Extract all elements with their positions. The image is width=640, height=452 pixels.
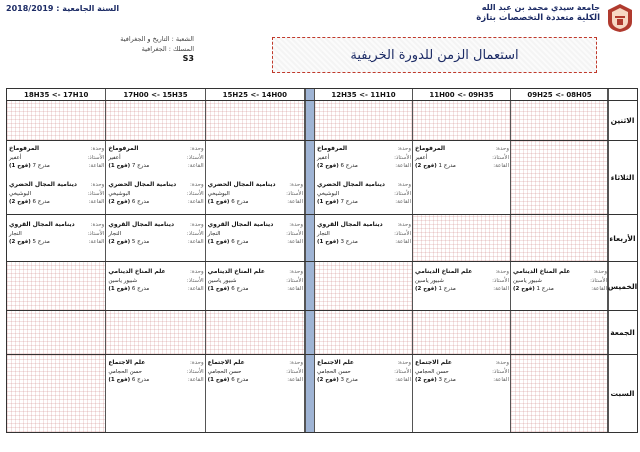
- room-label: القاعة:: [395, 199, 411, 205]
- timetable-cell: [7, 355, 106, 432]
- unit-label: وحدة:: [189, 360, 204, 366]
- room-label: القاعة:: [395, 239, 411, 245]
- module-name: علم الاجتماع: [108, 359, 146, 366]
- group-name: (فوج 2): [317, 163, 339, 169]
- prof-name: شبيور ياسين: [415, 277, 444, 284]
- session-block[interactable]: [415, 268, 509, 294]
- day-header-corner: [607, 89, 637, 100]
- group-name: (فوج 1): [108, 163, 131, 169]
- group-name: (فوج 2): [9, 199, 31, 205]
- prof-label: الأستاذ:: [394, 190, 411, 197]
- room-name: مدرج 1: [438, 163, 456, 169]
- room-name: مدرج 5: [32, 239, 50, 245]
- unit-label: وحدة:: [90, 222, 105, 228]
- time-header-row: [7, 89, 637, 101]
- room-value: [208, 285, 249, 294]
- day-row-mon: [7, 101, 637, 141]
- room-name: مدرج 6: [131, 286, 150, 292]
- session-block[interactable]: [317, 221, 411, 247]
- session-block[interactable]: [415, 145, 509, 171]
- prof-name: النجار: [317, 230, 330, 237]
- timetable-cell: [511, 141, 609, 214]
- timetable-cell: [206, 101, 305, 140]
- room-value: [415, 376, 456, 385]
- day-row-fri: [7, 311, 637, 355]
- page-title: استعمال الزمن للدورة الخريفية: [272, 37, 597, 73]
- room-label: القاعة:: [187, 377, 204, 383]
- session-block[interactable]: [208, 268, 303, 294]
- prof-name: النجار: [9, 230, 22, 237]
- room-name: مدرج 6: [231, 239, 249, 245]
- session-block[interactable]: [9, 221, 104, 247]
- group-name: (فوج 2): [317, 377, 339, 383]
- unit-label: وحدة:: [289, 269, 303, 275]
- group-name: (فوج 1): [207, 286, 230, 292]
- module-name: دينامية المجال الحضري: [108, 181, 177, 188]
- room-name: مدرج 7: [340, 199, 358, 205]
- prof-label: الأستاذ:: [186, 277, 204, 284]
- module-name: دينامية المجال القروي: [9, 221, 75, 228]
- prof-label: الأستاذ:: [590, 277, 607, 284]
- module-name: المرفوماخ: [317, 145, 348, 152]
- module-name: دينامية المجال الحضري: [9, 181, 77, 188]
- unit-label: وحدة:: [189, 269, 204, 275]
- prof-name: شبيور ياسين: [207, 277, 237, 284]
- unit-label: وحدة:: [189, 222, 204, 228]
- prof-label: الأستاذ:: [186, 154, 204, 161]
- prof-label: الأستاذ:: [87, 154, 105, 161]
- room-value: [9, 198, 50, 207]
- timetable-cell: [511, 215, 609, 261]
- prof-label: الأستاذ:: [186, 368, 204, 375]
- timetable-cell: [7, 262, 106, 310]
- session-block[interactable]: [513, 268, 607, 294]
- group-name: (فوج 1): [207, 377, 230, 383]
- timetable-cell: [7, 101, 106, 140]
- lunch-separator: [305, 215, 315, 261]
- unit-label: وحدة:: [397, 182, 411, 188]
- university-logo: [604, 2, 636, 34]
- timetable-cell: [106, 311, 205, 354]
- module-name: المرفوماخ: [108, 145, 139, 152]
- prof-name: البوشيخي: [317, 190, 340, 197]
- group-name: (فوج 2): [415, 377, 437, 383]
- time-slot-header: 12H35 <- 11H10: [315, 89, 413, 100]
- prof-name: البوشيخي: [207, 190, 230, 197]
- room-name: مدرج 6: [231, 377, 249, 383]
- room-label: القاعة:: [88, 163, 105, 169]
- room-label: القاعة:: [395, 377, 411, 383]
- branch-label: الشعبة : التاريخ و الجغرافية: [120, 35, 194, 43]
- room-label: القاعة:: [493, 286, 509, 292]
- room-value: [208, 376, 249, 385]
- session-block[interactable]: [108, 359, 203, 385]
- room-name: مدرج 5: [131, 239, 150, 245]
- unit-label: وحدة:: [495, 146, 509, 152]
- module-name: علم المناخ الدينامي: [415, 268, 473, 275]
- module-name: دينامية المجال الحضري: [317, 181, 385, 188]
- time-slot-header: 11H00 <- 09H35: [413, 89, 511, 100]
- module-name: علم الاجتماع: [207, 359, 245, 366]
- group-name: (فوج 1): [317, 239, 339, 245]
- room-name: مدرج 7: [131, 163, 150, 169]
- room-name: مدرج 3: [340, 377, 358, 383]
- program-meta: [112, 34, 194, 64]
- module-name: علم الاجتماع: [415, 359, 453, 366]
- prof-name: النجار: [108, 230, 122, 237]
- room-value: [108, 285, 149, 294]
- day-label: الخميس: [607, 262, 637, 310]
- group-name: (فوج 2): [513, 286, 535, 292]
- module-name: دينامية المجال القروي: [207, 221, 274, 228]
- unit-label: وحدة:: [90, 182, 105, 188]
- room-value: [108, 162, 149, 171]
- room-name: مدرج 6: [340, 163, 358, 169]
- session-block[interactable]: [317, 145, 411, 171]
- prof-name: حسن الحجامي: [415, 368, 449, 375]
- lunch-separator: [305, 355, 315, 432]
- room-label: القاعة:: [591, 286, 607, 292]
- module-name: دينامية المجال القروي: [108, 221, 175, 228]
- session-block[interactable]: [317, 359, 411, 385]
- day-row-sat: [7, 355, 637, 433]
- unit-label: وحدة:: [397, 222, 411, 228]
- day-label: الجمعة: [607, 311, 637, 354]
- prof-label: الأستاذ:: [492, 277, 509, 284]
- prof-name: البوشيخي: [108, 190, 131, 197]
- unit-label: وحدة:: [189, 146, 204, 152]
- prof-label: الأستاذ:: [492, 368, 509, 375]
- unit-label: وحدة:: [495, 360, 509, 366]
- module-name: المرفوماخ: [415, 145, 446, 152]
- session-block[interactable]: [108, 145, 203, 171]
- room-label: القاعة:: [493, 377, 509, 383]
- session-block[interactable]: [108, 221, 203, 247]
- timetable-grid: [6, 88, 638, 433]
- room-name: مدرج 3: [340, 239, 358, 245]
- room-value: [108, 238, 149, 247]
- day-row-thu: [7, 262, 637, 311]
- room-name: مدرج 6: [32, 199, 50, 205]
- group-name: (فوج 1): [108, 286, 131, 292]
- unit-label: وحدة:: [189, 182, 204, 188]
- room-name: مدرج 7: [32, 163, 50, 169]
- prof-label: الأستاذ:: [87, 230, 105, 237]
- module-name: علم المناخ الدينامي: [513, 268, 571, 275]
- unit-label: وحدة:: [593, 269, 607, 275]
- prof-label: الأستاذ:: [492, 154, 509, 161]
- session-block[interactable]: [208, 221, 303, 247]
- group-name: (فوج 1): [207, 199, 230, 205]
- university-name: جامعة سيدي محمد بن عبد الله: [481, 3, 600, 12]
- session-block[interactable]: [208, 359, 303, 385]
- unit-label: وحدة:: [495, 269, 509, 275]
- room-label: القاعة:: [287, 377, 303, 383]
- room-name: مدرج 6: [131, 377, 150, 383]
- room-name: مدرج 1: [536, 286, 554, 292]
- room-value: [9, 238, 50, 247]
- room-label: القاعة:: [287, 286, 303, 292]
- prof-label: الأستاذ:: [394, 154, 411, 161]
- time-slot-header: 09H25 <- 08H05: [511, 89, 609, 100]
- unit-label: وحدة:: [397, 146, 411, 152]
- prof-label: الأستاذ:: [394, 368, 411, 375]
- day-label: الثلاثاء: [607, 141, 637, 214]
- prof-name: النجار: [207, 230, 221, 237]
- unit-label: وحدة:: [289, 182, 303, 188]
- room-label: القاعة:: [88, 199, 105, 205]
- timetable-cell: [106, 101, 205, 140]
- room-label: القاعة:: [88, 239, 105, 245]
- university-header: [476, 2, 600, 24]
- group-name: (فوج 1): [207, 239, 230, 245]
- module-name: المرفوماخ: [9, 145, 40, 152]
- day-row-wed: [7, 215, 637, 262]
- day-label: الأربعاء: [607, 215, 637, 261]
- room-value: [317, 376, 358, 385]
- group-name: (فوج 2): [108, 199, 131, 205]
- timetable-cell: [206, 311, 305, 354]
- group-name: (فوج 2): [415, 286, 437, 292]
- session-block[interactable]: [9, 145, 104, 171]
- prof-name: شبيور ياسين: [513, 277, 542, 284]
- room-label: القاعة:: [287, 239, 303, 245]
- room-label: القاعة:: [187, 163, 204, 169]
- room-value: [208, 238, 249, 247]
- session-block[interactable]: [317, 181, 411, 207]
- room-value: [317, 162, 358, 171]
- lunch-separator: [305, 101, 315, 140]
- room-label: القاعة:: [493, 163, 509, 169]
- room-value: [415, 285, 456, 294]
- unit-label: وحدة:: [397, 360, 411, 366]
- time-slot-header: 15H25 <- 14H00: [206, 89, 305, 100]
- room-label: القاعة:: [187, 239, 204, 245]
- room-name: مدرج 6: [231, 286, 249, 292]
- lunch-separator: [305, 311, 315, 354]
- prof-label: الأستاذ:: [394, 230, 411, 237]
- academic-year: السنة الجامعية : 2018/2019: [6, 4, 120, 13]
- prof-name: البوشيخي: [9, 190, 32, 197]
- day-label: الاثنين: [607, 101, 637, 140]
- timetable-cell: [511, 355, 609, 432]
- room-value: [415, 162, 456, 171]
- prof-name: أعفير: [108, 154, 121, 161]
- timetable-cell: [413, 311, 511, 354]
- module-name: علم المناخ الدينامي: [207, 268, 265, 275]
- group-name: (فوج 2): [108, 239, 131, 245]
- timetable-cell: [511, 101, 609, 140]
- room-value: [317, 198, 358, 207]
- timetable-cell: [511, 311, 609, 354]
- unit-label: وحدة:: [289, 360, 303, 366]
- room-name: مدرج 6: [231, 199, 249, 205]
- room-value: [208, 198, 249, 207]
- day-row-tue: [7, 141, 637, 215]
- timetable-cell: [7, 311, 106, 354]
- unit-label: وحدة:: [90, 146, 105, 152]
- prof-label: الأستاذ:: [286, 368, 303, 375]
- lunch-separator: [305, 262, 315, 310]
- session-block[interactable]: [108, 268, 203, 294]
- room-name: مدرج 6: [131, 199, 150, 205]
- timetable-cell: [413, 215, 511, 261]
- module-name: دينامية المجال الحضري: [207, 181, 276, 188]
- room-label: القاعة:: [395, 163, 411, 169]
- session-block[interactable]: [208, 181, 303, 207]
- room-value: [108, 376, 149, 385]
- group-name: (فوج 2): [9, 239, 31, 245]
- timetable-cell: [315, 311, 413, 354]
- room-value: [513, 285, 554, 294]
- prof-label: الأستاذ:: [286, 277, 303, 284]
- group-name: (فوج 1): [108, 377, 131, 383]
- prof-name: أعفير: [9, 154, 22, 161]
- module-name: دينامية المجال القروي: [317, 221, 383, 228]
- prof-label: الأستاذ:: [87, 190, 105, 197]
- module-name: علم المناخ الدينامي: [108, 268, 166, 275]
- prof-name: حسن الحجامي: [317, 368, 351, 375]
- group-name: (فوج 1): [9, 163, 31, 169]
- prof-name: شبيور ياسين: [108, 277, 138, 284]
- prof-label: الأستاذ:: [286, 190, 303, 197]
- prof-label: الأستاذ:: [186, 230, 204, 237]
- room-label: القاعة:: [287, 199, 303, 205]
- prof-name: حسن الحجامي: [108, 368, 143, 375]
- track-label: المسلك : الجغرافية: [141, 45, 194, 53]
- room-value: [108, 198, 149, 207]
- prof-name: حسن الحجامي: [207, 368, 242, 375]
- time-slot-header: 17H00 <- 15H35: [106, 89, 205, 100]
- room-value: [317, 238, 358, 247]
- lunch-separator: [305, 89, 315, 100]
- day-label: السبت: [607, 355, 637, 432]
- timetable-cell: [413, 101, 511, 140]
- timetable-cell: [315, 262, 413, 310]
- prof-label: الأستاذ:: [286, 230, 303, 237]
- semester-label: S3: [182, 54, 194, 63]
- lunch-separator: [305, 141, 315, 214]
- timetable-cell: [315, 101, 413, 140]
- session-block[interactable]: [108, 181, 203, 207]
- session-block[interactable]: [415, 359, 509, 385]
- prof-name: أعفير: [317, 154, 330, 161]
- room-name: مدرج 1: [438, 286, 456, 292]
- faculty-name: الكلية متعددة التخصصات بتازة: [476, 13, 600, 23]
- unit-label: وحدة:: [289, 222, 303, 228]
- group-name: (فوج 1): [317, 199, 339, 205]
- room-label: القاعة:: [187, 199, 204, 205]
- time-slot-header: 18H35 <- 17H10: [7, 89, 106, 100]
- prof-label: الأستاذ:: [186, 190, 204, 197]
- room-name: مدرج 3: [438, 377, 456, 383]
- session-block[interactable]: [9, 181, 104, 207]
- group-name: (فوج 2): [415, 163, 437, 169]
- room-value: [9, 162, 50, 171]
- prof-name: أعفير: [415, 154, 428, 161]
- room-label: القاعة:: [187, 286, 204, 292]
- module-name: علم الاجتماع: [317, 359, 355, 366]
